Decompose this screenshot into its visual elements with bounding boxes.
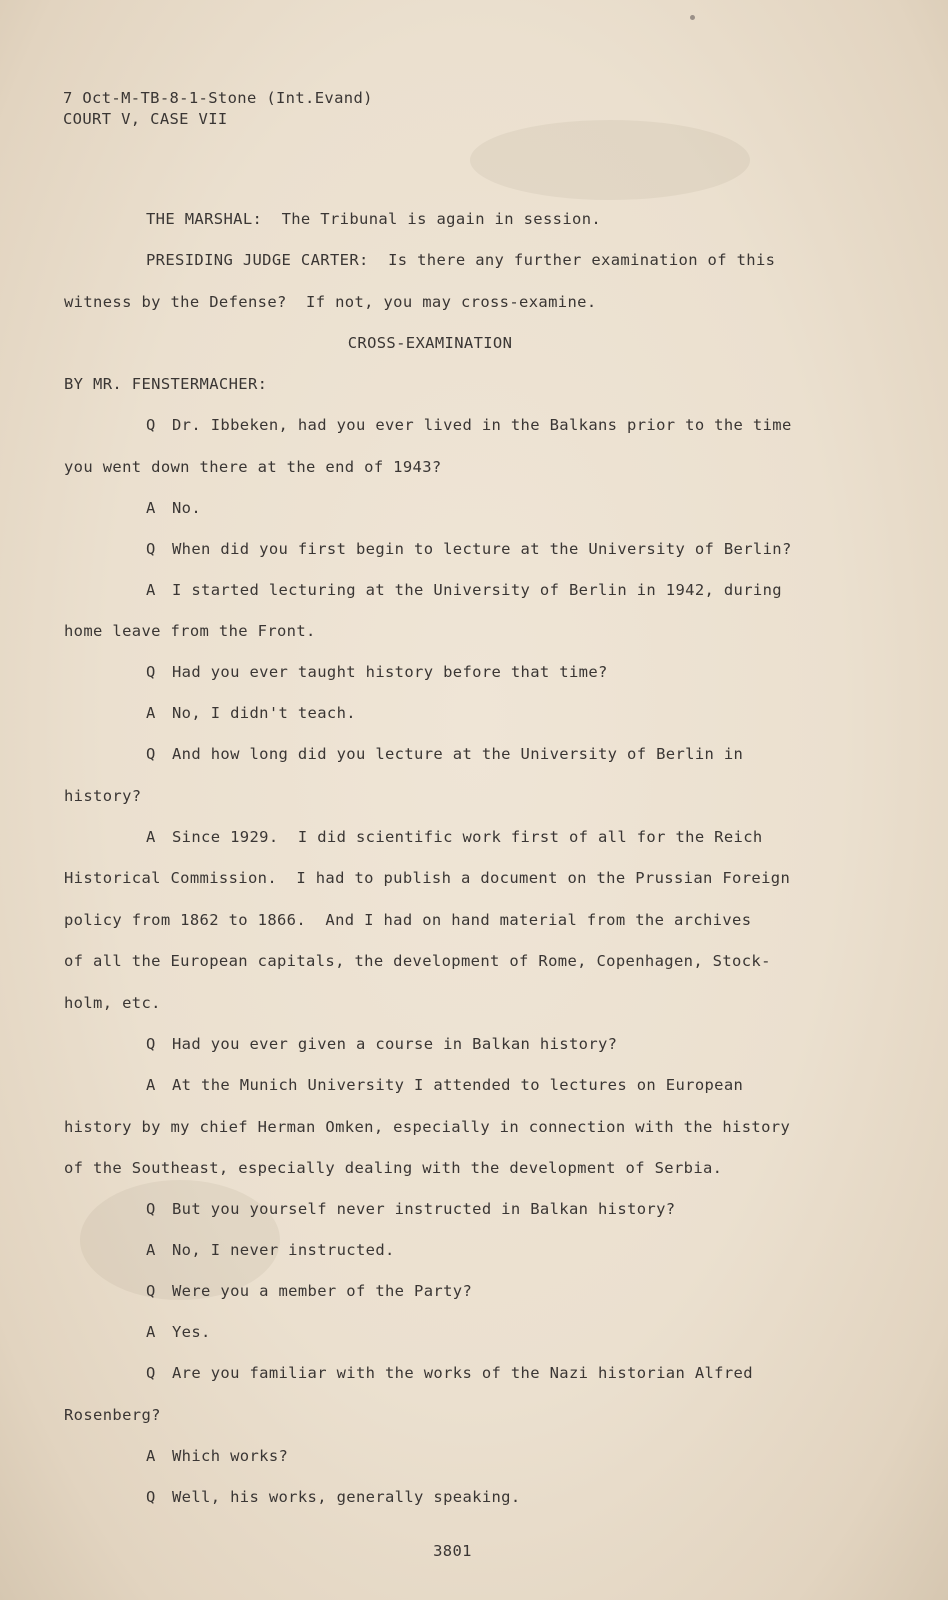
qa-continuation: Historical Commission. I had to publish a document on the Prussian Foreign [64, 869, 791, 887]
examiner-byline: BY MR. FENSTERMACHER: [64, 375, 268, 393]
qa-line [146, 1281, 472, 1301]
qa-tag: Q [146, 416, 156, 434]
paper-stain [470, 120, 750, 200]
qa-text: Were you a member of the Party? [172, 1282, 473, 1300]
qa-line [146, 1075, 743, 1095]
qa-tag: Q [146, 540, 156, 558]
qa-continuation: history? [64, 787, 142, 805]
speaker-name: THE MARSHAL: [146, 210, 263, 228]
qa-line [146, 1487, 521, 1507]
qa-line [146, 827, 763, 847]
qa-line [146, 1240, 395, 1260]
qa-tag: Q [146, 745, 156, 763]
qa-line [146, 744, 743, 764]
qa-text: Had you ever given a course in Balkan history? [172, 1035, 618, 1053]
qa-text: I started lecturing at the University of Berlin in 1942, during [172, 581, 782, 599]
qa-text: At the Munich University I attended to lectures on European [172, 1076, 744, 1094]
speaker-name: PRESIDING JUDGE CARTER: [146, 251, 369, 269]
qa-text: No, I never instructed. [172, 1241, 395, 1259]
speech-text: The Tribunal is again in session. [281, 210, 602, 228]
qa-text: Yes. [172, 1323, 211, 1341]
qa-line [146, 1199, 675, 1219]
qa-tag: A [146, 581, 156, 599]
qa-text: Which works? [172, 1447, 289, 1465]
header-line-1: 7 Oct-M-TB-8-1-Stone (Int.Evand) [63, 89, 373, 107]
qa-tag: A [146, 1447, 156, 1465]
qa-tag: Q [146, 1035, 156, 1053]
qa-continuation: of the Southeast, especially dealing with the development of Serbia. [64, 1159, 723, 1177]
page-number: 3801 [433, 1542, 472, 1560]
qa-text: No. [172, 499, 202, 517]
qa-tag: Q [146, 1364, 156, 1382]
header-line-2: COURT V, CASE VII [63, 110, 228, 128]
qa-continuation: holm, etc. [64, 994, 161, 1012]
qa-continuation: you went down there at the end of 1943? [64, 458, 442, 476]
qa-line [146, 703, 356, 723]
section-heading: CROSS-EXAMINATION [347, 334, 513, 352]
qa-tag: A [146, 1241, 156, 1259]
qa-text: When did you first begin to lecture at the University of Berlin? [172, 540, 792, 558]
qa-tag: A [146, 828, 156, 846]
qa-text: No, I didn't teach. [172, 704, 356, 722]
punch-mark [690, 15, 695, 20]
qa-line [146, 662, 608, 682]
qa-line [146, 415, 792, 435]
qa-text: Since 1929. I did scientific work first of all for the Reich [172, 828, 763, 846]
speaker-line [146, 209, 601, 229]
qa-line [146, 539, 792, 559]
qa-line [146, 1363, 753, 1383]
qa-tag: Q [146, 663, 156, 681]
qa-tag: Q [146, 1200, 156, 1218]
qa-tag: Q [146, 1488, 156, 1506]
qa-tag: Q [146, 1282, 156, 1300]
qa-text: Are you familiar with the works of the Nazi historian Alfred [172, 1364, 753, 1382]
speaker-line [146, 250, 775, 270]
qa-line [146, 1446, 288, 1466]
qa-tag: A [146, 704, 156, 722]
qa-continuation: history by my chief Herman Omken, especially in connection with the history [64, 1118, 791, 1136]
qa-tag: A [146, 1076, 156, 1094]
qa-text: Dr. Ibbeken, had you ever lived in the Balkans prior to the time [172, 416, 792, 434]
qa-text: But you yourself never instructed in Balkan history? [172, 1200, 676, 1218]
qa-continuation: of all the European capitals, the development of Rome, Copenhagen, Stock- [64, 952, 771, 970]
qa-continuation: policy from 1862 to 1866. And I had on hand material from the archives [64, 911, 752, 929]
qa-continuation: home leave from the Front. [64, 622, 316, 640]
qa-tag: A [146, 1323, 156, 1341]
speech-text: Is there any further examination of this [388, 251, 776, 269]
qa-text: Had you ever taught history before that time? [172, 663, 608, 681]
qa-line [146, 498, 201, 518]
qa-tag: A [146, 499, 156, 517]
speech-continuation: witness by the Defense? If not, you may cross-examine. [64, 293, 597, 311]
qa-line [146, 1034, 617, 1054]
qa-text: And how long did you lecture at the University of Berlin in [172, 745, 744, 763]
qa-line [146, 580, 782, 600]
qa-continuation: Rosenberg? [64, 1406, 161, 1424]
qa-line [146, 1322, 211, 1342]
qa-text: Well, his works, generally speaking. [172, 1488, 521, 1506]
